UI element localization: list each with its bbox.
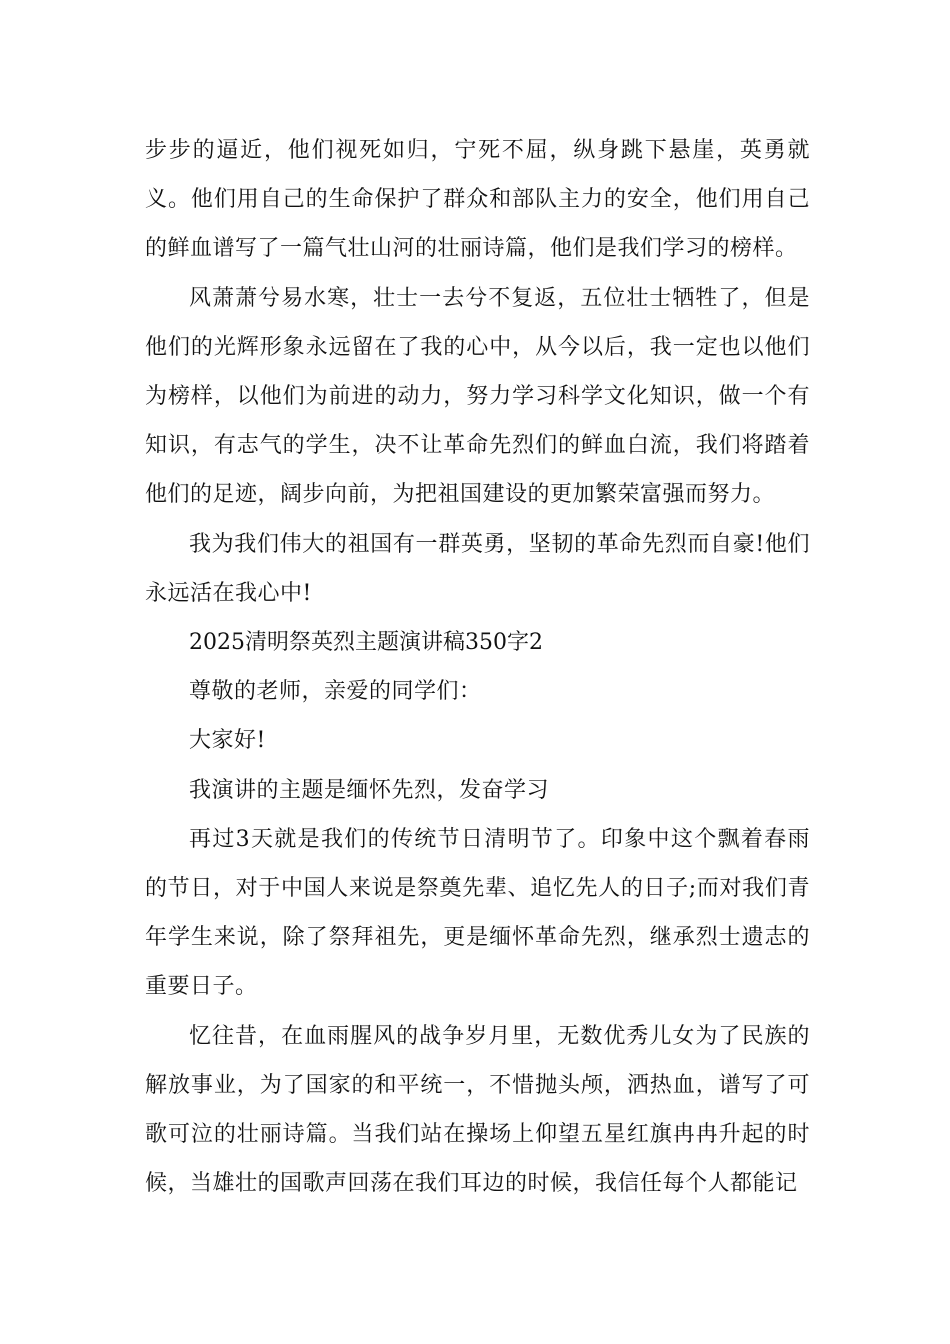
document-body — [145, 126, 810, 1208]
paragraph-greeting: 大家好! — [189, 728, 266, 754]
paragraph-topic: 我演讲的主题是缅怀先烈，发奋学习 — [189, 777, 550, 803]
paragraph-continuation: 步步的逼近，他们视死如归，宁死不屈，纵身跳下悬崖，英勇就义。他们用自己的生命保护了群众和部队主力的安全，他们用自己的鲜血谱写了一篇气壮山河的壮丽诗篇，他们是我们学习的榜样。 — [145, 138, 810, 262]
paragraph-qingming: 再过3天就是我们的传统节日清明节了。印象中这个飘着春雨的节日，对于中国人来说是祭奠先辈、追忆先人的日子;而对我们青年学生来说，除了祭拜祖先，更是缅怀革命先烈，继承烈士遗志的重要日子。 — [145, 826, 810, 1000]
paragraph-tribute: 风萧萧兮易水寒，壮士一去兮不复返，五位壮士牺牲了，但是他们的光辉形象永远留在了我的心中，从今以后，我一定也以他们为榜样，以他们为前进的动力，努力学习科学文化知识，做一个有知识，有志气的学生，决不让革命先烈们的鲜血白流，我们将踏着他们的足迹，阔步向前，为把祖国建设的更加繁荣富强而努力。 — [145, 285, 810, 508]
section-heading: 2025清明祭英烈主题演讲稿350字2 — [189, 630, 543, 656]
paragraph-pride: 我为我们伟大的祖国有一群英勇，坚韧的革命先烈而自豪!他们永远活在我心中! — [145, 531, 810, 606]
paragraph-salutation: 尊敬的老师，亲爱的同学们： — [189, 679, 482, 705]
paragraph-history: 忆往昔，在血雨腥风的战争岁月里，无数优秀儿女为了民族的解放事业，为了国家的和平统一，不惜抛头颅，洒热血，谱写了可歌可泣的壮丽诗篇。当我们站在操场上仰望五星红旗冉冉升起的时候，当雄壮的国歌声回荡在我们耳边的时候，我信任每个人都能记 — [145, 1023, 810, 1197]
